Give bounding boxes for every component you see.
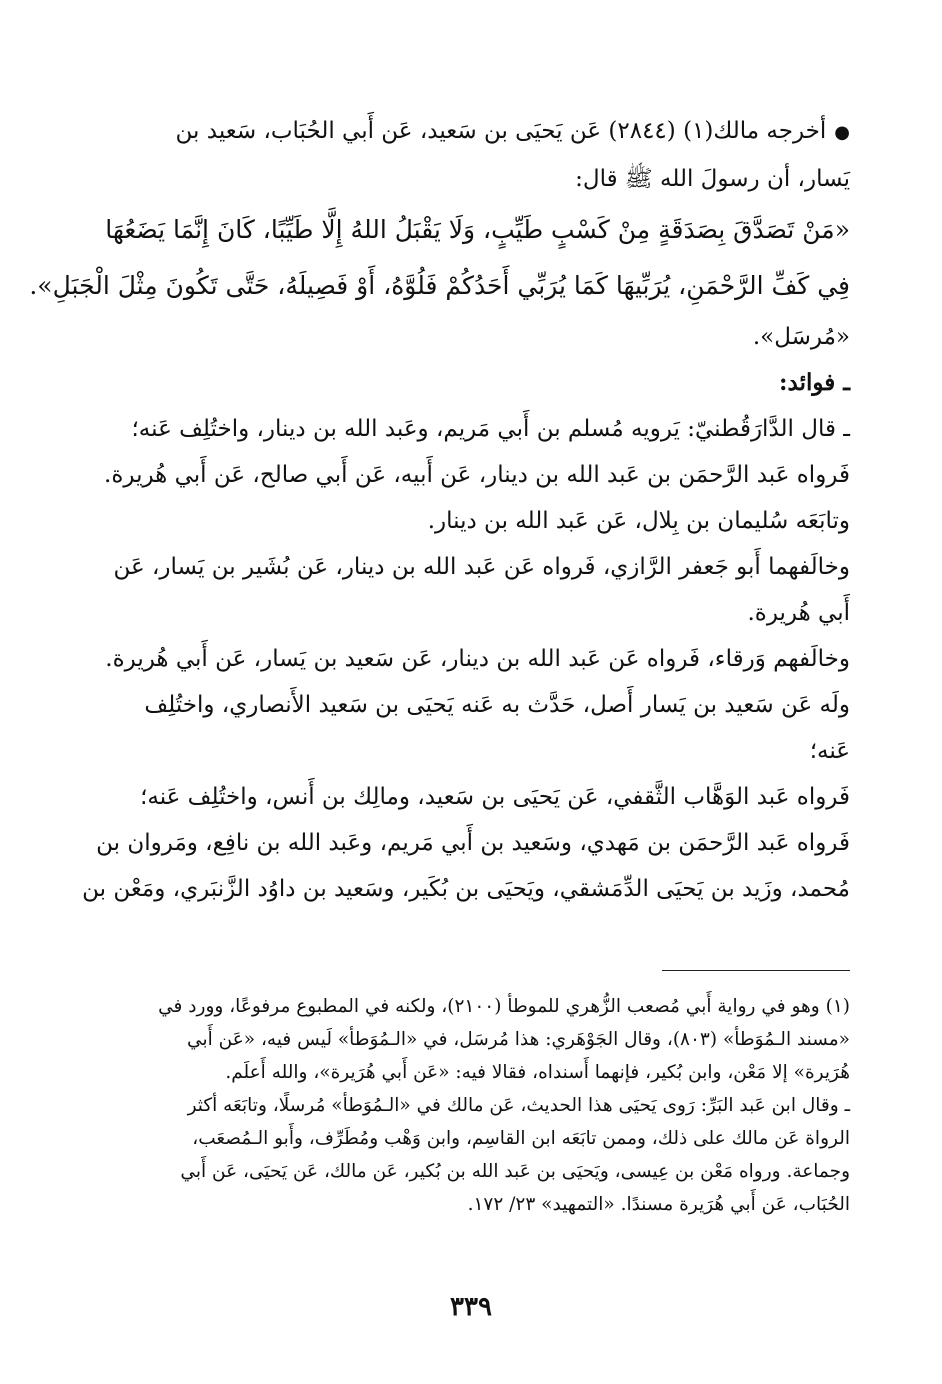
page-number: ٣٣٩: [450, 1292, 492, 1322]
footnote-line-1: (١) وهو في رواية أَبي مُصعب الزُّهري للموطأ (٢١٠٠)، ولكنه في المطبوع مرفوعًا، وورد في: [158, 996, 850, 1017]
para-line-7: ولَه عَن سَعيد بن يَسار أَصل، حَدَّث به عَنه يَحيَى بن سَعيد الأَنصاري، واختُلِف: [144, 692, 850, 718]
para-line-9: فَرواه عَبد الوَهَّاب الثَّقفي، عَن يَحيَى بن سَعيد، ومالِك بن أَنس، واختُلِف عَنه؛: [140, 784, 850, 810]
footnote-line-5: الرواة عَن مالك على ذلك، وممن تابَعَه ابن القاسِم، وابن وَهْب ومُطَرِّف، وأَبو الـمُصعَب،: [192, 1128, 850, 1149]
footnote-line-3: هُرَيرة» إلا مَعْن، وابن بُكير، فإنهما أَسنداه، فقالا فيه: «عَن أَبي هُرَيرة»، والله أَعلَم.: [225, 1062, 850, 1083]
footnote-divider: [662, 970, 850, 971]
footnote-line-6: وجماعة. ورواه مَعْن بن عِيسى، ويَحيَى بن عَبد الله بن بُكير، عَن مالك، عَن يَحيَى، عَن أَبي: [180, 1161, 850, 1182]
footnote-line-7: الحُبَاب، عَن أَبي هُرَيرة مسندًا. «التمهيد» ٢٣/ ١٧٢.: [467, 1194, 850, 1215]
hadith-line-2: فِي كَفِّ الرَّحْمَنِ، يُرَبِّيهَا كَمَا يُرَبِّي أَحَدُكُمْ فَلُوَّهُ، أَوْ فَصِيلَهُ، حَتَّى تَكُونَ مِثْلَ الْجَبَلِ».: [29, 271, 850, 300]
para-line-8: عَنه؛: [809, 738, 850, 764]
para-line-2: فَرواه عَبد الرَّحمَن بن عَبد الله بن دينار، عَن أَبيه، عَن أَبي صالح، عَن أَبي هُريرة.: [104, 462, 850, 488]
para-line-4: وخالَفهما أَبو جَعفر الرَّازي، فَرواه عَن عَبد الله بن دينار، عَن بُشَير بن يَسار، عَن: [113, 554, 850, 580]
bullet-icon: ●: [834, 122, 850, 143]
footnote-line-2: «مسند الـمُوَطأ» (٨٠٣)، وقال الجَوْهَري: هذا مُرسَل، في «الـمُوَطأ» لَيس فيه، «عَن أَبي: [187, 1029, 850, 1050]
footnote-line-4: ـ وقال ابن عَبد البَرِّ: رَوى يَحيَى هذا الحديث، عَن مالك في «الـمُوَطأ» مُرسلًا، وتابَعَه أكثر: [187, 1095, 850, 1116]
para-line-10: فَرواه عَبد الرَّحمَن بن مَهدي، وسَعيد بن أَبي مَريم، وعَبد الله بن نافِع، ومَروان بن: [96, 830, 850, 856]
main-line-1: [112, 108, 850, 156]
para-line-1: ـ قال الدَّارَقُطنيّ: يَرويه مُسلم بن أَبي مَريم، وعَبد الله بن دينار، واختُلِف عَنه؛: [131, 416, 850, 442]
benefits-heading: ـ فوائد:: [779, 369, 850, 396]
para-line-3: وتابَعَه سُليمان بن بِلال، عَن عَبد الله بن دينار.: [427, 508, 850, 534]
para-line-5: أَبي هُريرة.: [747, 600, 850, 626]
hadith-block: [29, 202, 850, 360]
para-line-11: مُحمد، وزَيد بن يَحيَى الدِّمَشقي، ويَحيَى بن بُكَير، وسَعيد بن داوُد الزَّنبَري، ومَعْن بن: [82, 876, 850, 902]
main-line-2: يَسار، أن رسولَ الله ﷺ قال:: [575, 166, 850, 192]
main-line-1-text: أخرجه مالك(١) (٢٨٤٤) عَن يَحيَى بن سَعيد، عَن أَبي الحُبَاب، سَعيد بن: [175, 118, 827, 144]
para-line-6: وخالَفهم وَرقاء، فَرواه عَن عَبد الله بن دينار، عَن سَعيد بن يَسار، عَن أَبي هُريرة.: [105, 646, 850, 672]
footnotes: [112, 990, 850, 1221]
hadith-grade: «مُرسَل».: [752, 324, 850, 350]
hadith-line-1: «مَنْ تَصَدَّقَ بِصَدَقَةٍ مِنْ كَسْبٍ طَيِّبٍ، وَلَا يَقْبَلُ اللهُ إِلَّا طَيِّبًا، كَانَ إِنَّمَا يَضَعُهَا: [105, 215, 850, 244]
main-text: [29, 108, 850, 912]
